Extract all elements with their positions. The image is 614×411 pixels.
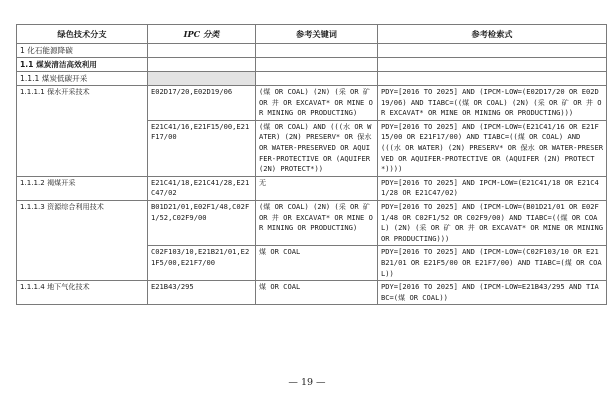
page-number: — 19 — xyxy=(288,377,326,388)
ipc-cell: E21C41/16,E21F15/00,E21F17/00 xyxy=(148,120,256,176)
section-row-1-1 xyxy=(17,58,607,72)
ipc-cell: B01D21/01,E02F1/48,C02F1/52,C02F9/00 xyxy=(148,200,256,245)
query-cell: PDY=[2016 TO 2025] AND (IPCM-LOW=(B01D21/01 OR E02F1/48 OR C02F1/52 OR C02F9/00) AND TIABC=((煤 OR COAL) (2N) (采 OR 矿 OR 井 OR EXCAVAT* OR MINE OR MINING OR PRODUCTING))) xyxy=(378,200,607,245)
keywords-cell: 煤 OR COAL xyxy=(256,246,378,281)
header-query: 参考检索式 xyxy=(378,25,607,44)
keywords-cell: 无 xyxy=(256,176,378,200)
section-title: 1.1 煤炭清洁高效利用 xyxy=(17,58,148,72)
query-cell: PDY=[2016 TO 2025] AND IPCM-LOW=(E21C41/18 OR E21C41/28 OR E21C47/02) xyxy=(378,176,607,200)
branch-cell: 1.1.1.2 褐煤开采 xyxy=(17,176,148,200)
query-cell: PDY=[2016 TO 2025] AND (IPCM-LOW=(E21C41/16 OR E21F15/00 OR E21F17/00) AND TIABC=((煤 OR COAL) AND (((水 OR WATER) (2N) PRESERV* OR 保水 OR WATER-PRESERVED OR AQUIFER-PROTECTIVE OR (AQUIFER (2N) PROTECT*)))) xyxy=(378,120,607,176)
keywords-cell: (煤 OR COAL) AND (((水 OR WATER) (2N) PRESERV* OR 保水 OR WATER-PRESERVED OR AQUIFER-PROTECTIVE OR (AQUIFER (2N) PROTECT*)) xyxy=(256,120,378,176)
header-category: 绿色技术分支 xyxy=(17,25,148,44)
ipc-search-table xyxy=(16,24,607,305)
section-row-1 xyxy=(17,44,607,58)
ipc-cell: E21B43/295 xyxy=(148,281,256,305)
table-row xyxy=(17,281,607,305)
query-cell: PDY=[2016 TO 2025] AND (IPCM-LOW=(C02F103/10 OR E21B21/01 OR E21F5/00 OR E21F7/00) AND TIABC=(煤 OR COAL)) xyxy=(378,246,607,281)
keywords-cell: (煤 OR COAL) (2N) (采 OR 矿 OR 井 OR EXCAVAT* OR MINE OR MINING OR PRODUCTING) xyxy=(256,86,378,121)
section-row-1-1-1 xyxy=(17,72,607,86)
ipc-cell: E02D17/20,E02D19/06 xyxy=(148,86,256,121)
branch-cell: 1.1.1.1 保水开采技术 xyxy=(17,86,148,177)
table-row xyxy=(17,176,607,200)
query-cell: PDY=[2016 TO 2025] AND (IPCM-LOW=(E02D17/20 OR E02D19/06) AND TIABC=((煤 OR COAL) (2N) (采 OR 矿 OR 井 OR EXCAVAT* OR MINE OR MINING OR PRODUCTING))) xyxy=(378,86,607,121)
table-header-row xyxy=(17,25,607,44)
table-row xyxy=(17,200,607,245)
branch-cell: 1.1.1.3 资源综合利用技术 xyxy=(17,200,148,280)
header-keywords: 参考关键词 xyxy=(256,25,378,44)
keywords-cell: (煤 OR COAL) (2N) (采 OR 矿 OR 井 OR EXCAVAT* OR MINE OR MINING OR PRODUCTING) xyxy=(256,200,378,245)
section-title: 1 化石能源降碳 xyxy=(17,44,148,58)
ipc-cell: C02F103/10,E21B21/01,E21F5/00,E21F7/00 xyxy=(148,246,256,281)
ipc-cell: E21C41/18,E21C41/28,E21C47/02 xyxy=(148,176,256,200)
section-title: 1.1.1 煤炭低碳开采 xyxy=(17,72,148,86)
query-cell: PDY=[2016 TO 2025] AND (IPCM-LOW=E21B43/295 AND TIABC=(煤 OR COAL)) xyxy=(378,281,607,305)
keywords-cell: 煤 OR COAL xyxy=(256,281,378,305)
table-row xyxy=(17,86,607,121)
header-ipc: IPC 分类 xyxy=(148,25,256,44)
branch-cell: 1.1.1.4 地下气化技术 xyxy=(17,281,148,305)
